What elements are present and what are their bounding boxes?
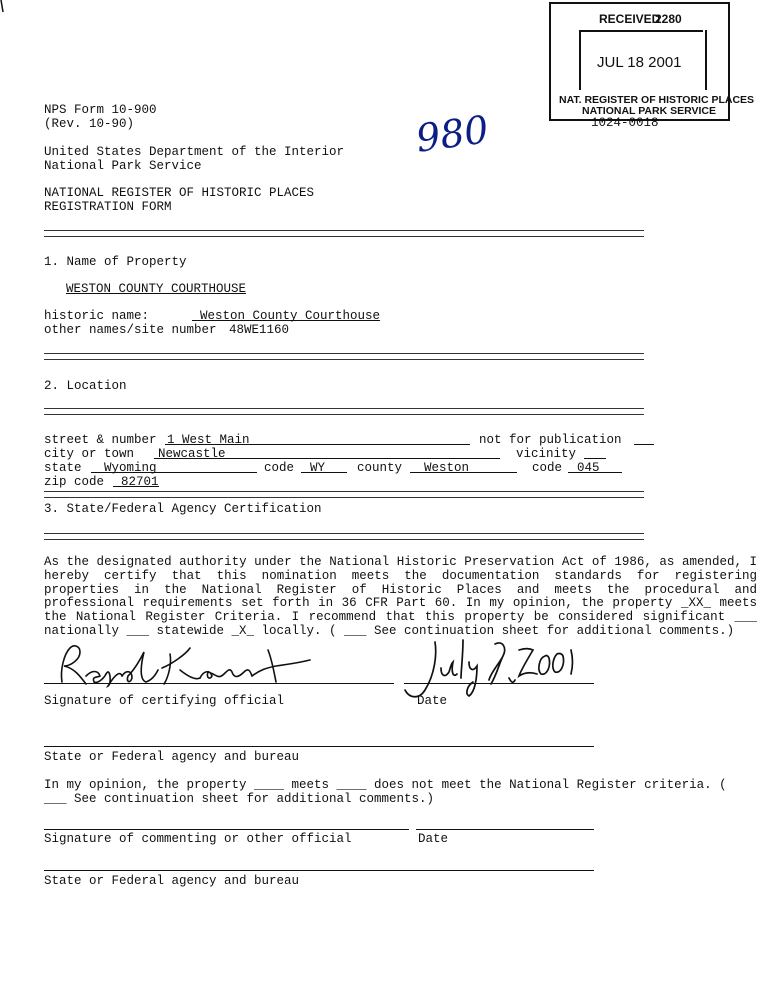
stamp-line2: NATIONAL PARK SERVICE xyxy=(582,105,716,117)
not-for-publication-label: not for publication xyxy=(479,433,622,447)
signature-certifying-label: Signature of certifying official xyxy=(44,694,285,708)
date-label-2: Date xyxy=(418,832,449,846)
county-line xyxy=(410,461,517,473)
certification-text: As the designated authority under the National Historic Preservation Act of 1986, as amended, I hereby certify that this nomination meets the documentation standards for registering properties in the National Register of Historic Places and meets the procedural and professional requirements set forth in 36 CFR Part 60. In my opinion, the property _XX_ meets the National Register Criteria. I recommend that this property be considered significant ___ nationally ___ statewide _X_ locally. ( ___ See continuation sheet for additional comments.) xyxy=(44,555,757,638)
form-subtitle: REGISTRATION FORM xyxy=(44,200,172,214)
stamp-line1: NAT. REGISTER OF HISTORIC PLACES xyxy=(559,94,755,106)
agency-name: National Park Service xyxy=(44,159,202,173)
department-name: United States Department of the Interior xyxy=(44,145,345,159)
historic-name-value[interactable]: Weston County Courthouse xyxy=(200,309,381,323)
agency-bureau-line-2 xyxy=(44,870,594,871)
street-value[interactable]: 1 West Main xyxy=(167,433,250,447)
state-code-line xyxy=(301,461,347,473)
city-label: city or town xyxy=(44,447,135,461)
stamp-received: RECEIVED xyxy=(599,12,661,26)
historic-name-line xyxy=(192,309,372,321)
date-label: Date xyxy=(417,694,448,708)
opinion-text-line2: ___ See continuation sheet for additional comments.) xyxy=(44,792,435,806)
stamp-inner-top xyxy=(579,30,703,32)
county-code-value[interactable]: 045 xyxy=(577,461,600,475)
omb-number: 1024-0018 xyxy=(591,116,659,130)
vicinity-label: vicinity xyxy=(516,447,577,461)
county-code-label: code xyxy=(532,461,563,475)
zip-line xyxy=(113,475,159,487)
divider-2 xyxy=(44,353,644,360)
not-for-publication-blank[interactable] xyxy=(634,433,654,445)
agency-bureau-label-2: State or Federal agency and bureau xyxy=(44,874,300,888)
state-code-value[interactable]: WY xyxy=(310,461,326,475)
county-code-line xyxy=(568,461,622,473)
certifying-signature-line xyxy=(44,683,394,684)
zip-label: zip code xyxy=(44,475,105,489)
other-names-value[interactable]: 48WE1160 xyxy=(229,323,290,337)
stamp-date: JUL 18 2001 xyxy=(597,54,682,71)
received-stamp xyxy=(549,2,755,121)
state-value[interactable]: Wyoming xyxy=(104,461,157,475)
street-line xyxy=(165,433,470,445)
city-line xyxy=(154,447,500,459)
signature-commenting-label: Signature of commenting or other official xyxy=(44,832,352,846)
section3-heading: 3. State/Federal Agency Certification xyxy=(44,502,322,516)
street-label: street & number xyxy=(44,433,157,447)
other-names-label: other names/site number xyxy=(44,323,217,337)
divider-1 xyxy=(44,230,644,237)
state-code-label: code xyxy=(264,461,295,475)
divider-5 xyxy=(44,533,644,540)
property-title: WESTON COUNTY COURTHOUSE xyxy=(66,282,247,296)
city-value[interactable]: Newcastle xyxy=(158,447,226,461)
historic-name-label: historic name: xyxy=(44,309,150,323)
form-revision: (Rev. 10-90) xyxy=(44,117,135,131)
opinion-text-line1: In my opinion, the property ____ meets ____ does not meet the National Register criteria. ( xyxy=(44,778,727,792)
corner-mark xyxy=(0,0,8,14)
divider-3 xyxy=(44,408,644,415)
zip-value[interactable]: 82701 xyxy=(121,475,159,489)
section1-heading: 1. Name of Property xyxy=(44,255,187,269)
stamp-code: 2280 xyxy=(655,12,682,26)
agency-bureau-label: State or Federal agency and bureau xyxy=(44,750,300,764)
handwritten-number: 980 xyxy=(413,107,492,161)
commenting-date-line xyxy=(416,829,594,830)
form-title: NATIONAL REGISTER OF HISTORIC PLACES xyxy=(44,186,315,200)
county-value[interactable]: Weston xyxy=(424,461,470,475)
state-line xyxy=(91,461,257,473)
divider-4 xyxy=(44,491,644,498)
county-label: county xyxy=(357,461,403,475)
agency-bureau-line xyxy=(44,746,594,747)
state-label: state xyxy=(44,461,82,475)
section2-heading: 2. Location xyxy=(44,379,127,393)
form-number: NPS Form 10-900 xyxy=(44,103,157,117)
vicinity-blank[interactable] xyxy=(584,447,606,459)
commenting-signature-line xyxy=(44,829,409,830)
